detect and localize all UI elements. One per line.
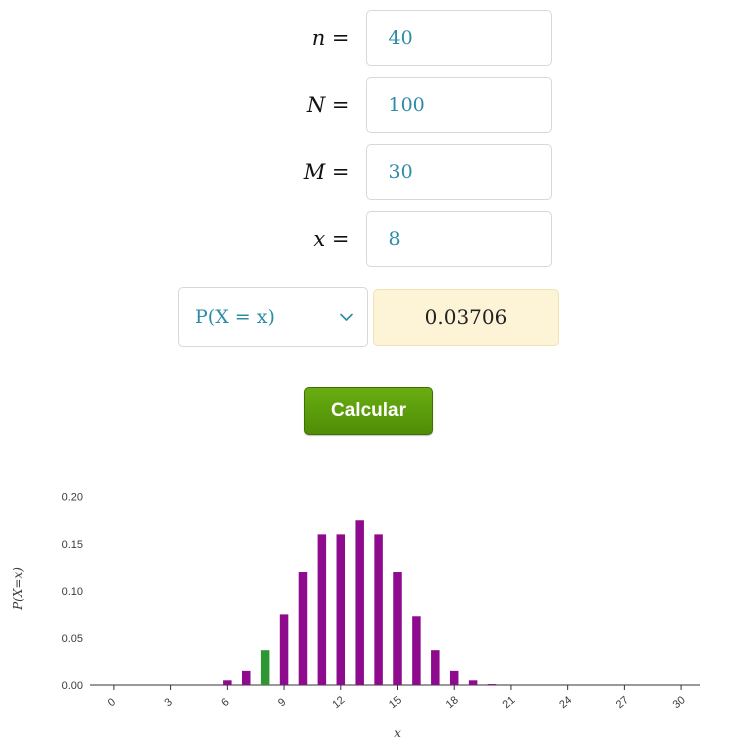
chart-bar: [280, 614, 289, 685]
chart-bar: [412, 616, 421, 685]
chart-bar: [393, 572, 402, 685]
chart-bar: [450, 671, 459, 685]
x-tick-label: 30: [670, 694, 688, 712]
input-N[interactable]: 100: [366, 77, 552, 133]
x-tick-label: 24: [557, 694, 575, 712]
x-tick-label: 12: [330, 694, 348, 712]
form-row-N: [0, 77, 737, 133]
x-axis-title: x: [394, 726, 401, 740]
probability-type-select[interactable]: [178, 287, 368, 347]
input-x[interactable]: 8: [366, 211, 552, 267]
chart-bar: [337, 534, 346, 685]
x-tick-label: 6: [219, 696, 232, 710]
x-tick-label: 15: [387, 694, 405, 712]
x-tick-label: 0: [105, 696, 119, 710]
input-M[interactable]: 30: [366, 144, 552, 200]
input-n[interactable]: 40: [366, 10, 552, 66]
button-row: [0, 387, 737, 435]
x-tick-label: 27: [613, 694, 631, 712]
chart-bar: [223, 680, 232, 685]
y-tick-label: 0.15: [61, 538, 83, 551]
chart-bar: [355, 520, 364, 685]
chart-bar: [469, 680, 478, 685]
chart-bar: [318, 534, 327, 685]
result-output: 0.03706: [373, 289, 559, 346]
y-axis-title: P(X=x): [11, 567, 25, 610]
y-tick-label: 0.20: [61, 491, 83, 504]
x-tick-label: 21: [500, 694, 518, 712]
y-tick-label: 0.00: [61, 680, 83, 692]
form-row-n: [0, 10, 737, 66]
distribution-chart: [0, 470, 737, 755]
probability-type-label: P(X = x): [195, 306, 275, 328]
label-M: M =: [303, 160, 350, 184]
x-tick-label: 9: [275, 696, 289, 710]
label-N: N =: [306, 93, 350, 117]
calculate-button[interactable]: Calcular: [304, 387, 433, 435]
chart-bar: [431, 650, 440, 685]
label-x: x =: [313, 227, 350, 251]
chart-bar: [488, 684, 497, 685]
label-n: n =: [311, 26, 350, 50]
form-row-x: [0, 211, 737, 267]
chevron-down-icon: [340, 313, 353, 322]
form-row-M: [0, 144, 737, 200]
chart-bar: [261, 650, 270, 685]
x-tick-label: 18: [443, 694, 461, 712]
x-tick-label: 3: [162, 696, 175, 710]
y-tick-label: 0.05: [61, 632, 83, 645]
chart-bar: [242, 671, 251, 685]
y-tick-label: 0.10: [61, 585, 83, 598]
chart-svg: [0, 470, 737, 755]
chart-bar: [374, 534, 383, 685]
probability-row: [0, 287, 737, 347]
chart-bar: [299, 572, 308, 685]
